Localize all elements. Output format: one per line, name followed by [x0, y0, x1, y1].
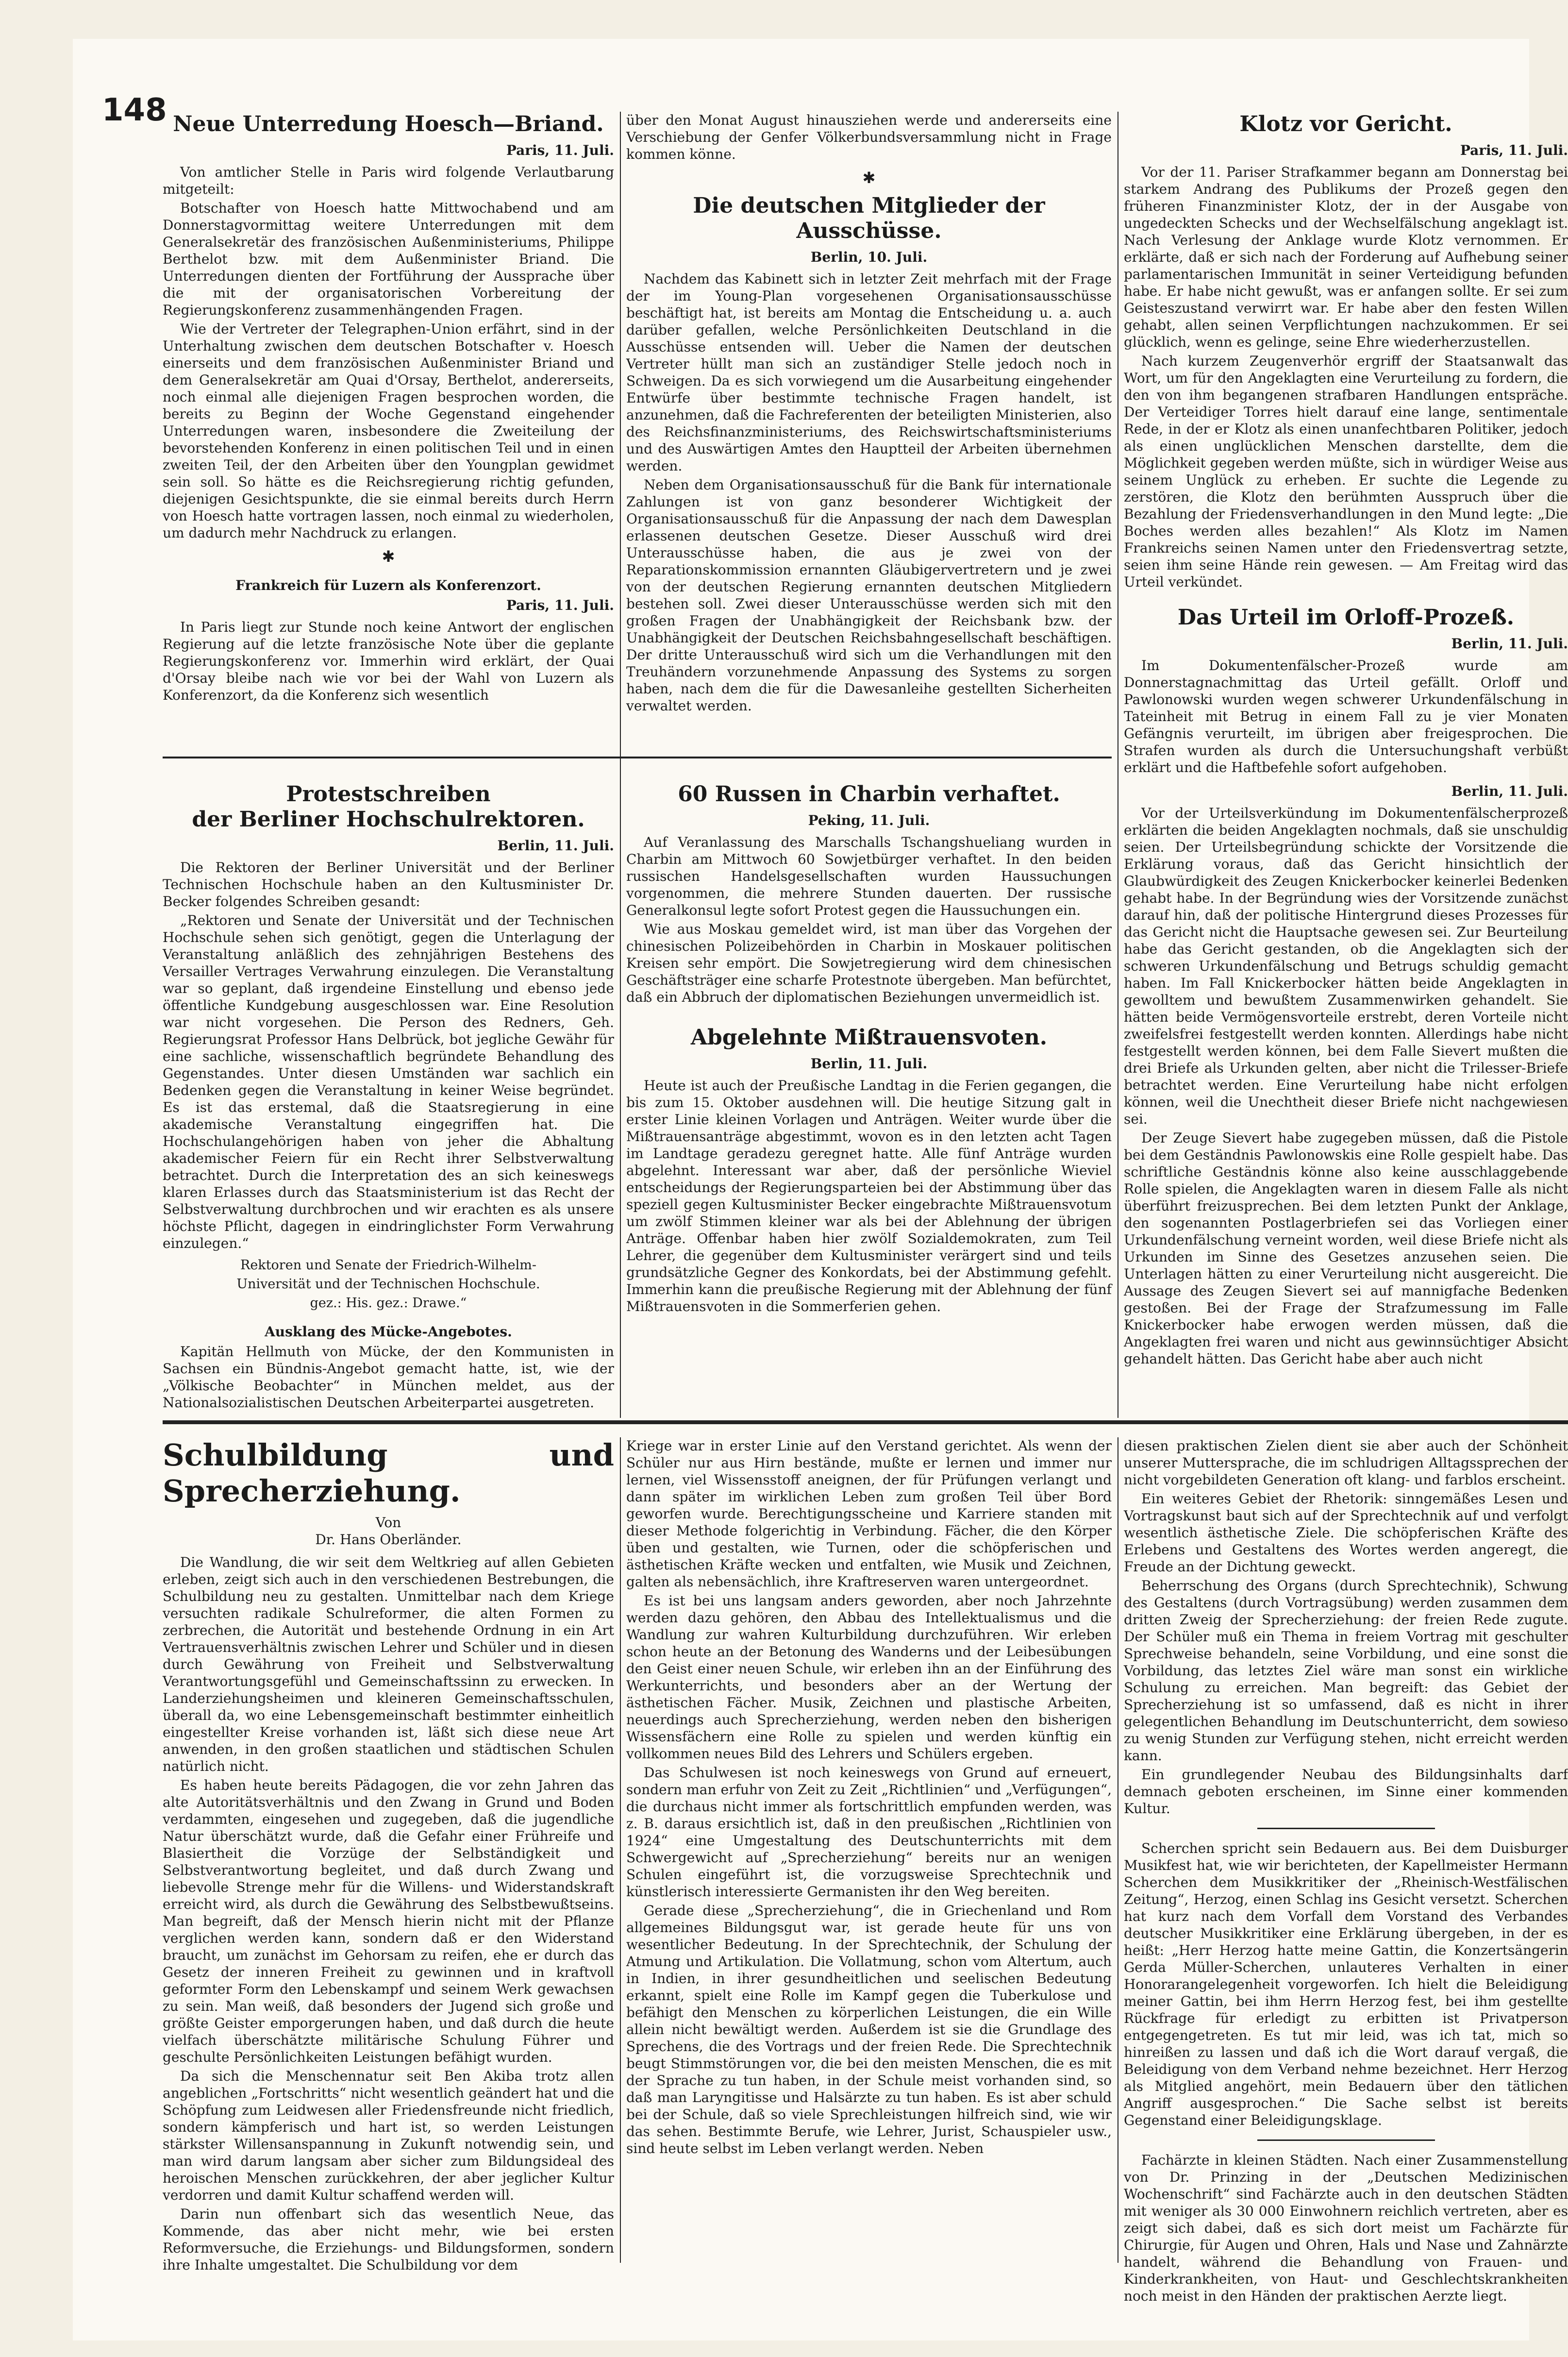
- paragraph-note: Scherchen spricht sein Bedauern aus. Bei dem Duisburger Musikfest hat, wie wir berichteten, der Kapellmeister Hermann Scherchen dem Musikkritiker der „Rheinisch-Westfälischen Zeitung“, Herzog, einen Schlag ins Gesicht versetzt. Scherchen hat kurz nach dem Vorfall dem Vorstand des Verbandes deutscher Musikkritiker eine Erklärung übergeben, in der es heißt: „Herr Herzog hatte meine Gattin, die Konzertsängerin Gerda Müller-Scherchen, unlauteres Verhalten in einer Honorarangelegenheit vorgeworfen. Ich hielt die Beleidigung meiner Gattin, bei ihm Herrn Herzog fest, bei ihm gestellte Rückfrage für erledigt zu erbitten ist Privatperson entgegengetreten. Es tut mir leid, was ich tat, mich so hinreißen zu lassen und daß ich die Wort darauf vergaß, die Beleidigung von dem Verband nehme bezeichnet. Herr Herzog als Mitglied angehört, mein Bedauern über den tätlichen Angriff ausgesprochen.“ Die Sache selbst ist bereits Gegenstand einer Beleidigungsklage.: [1124, 1840, 1568, 2128]
- paragraph: Von amtlicher Stelle in Paris wird folgende Verlautbarung mitgeteilt:: [163, 164, 614, 197]
- column-mid-left: [163, 782, 614, 1418]
- column-bottom-left: [163, 1437, 614, 2273]
- column-top-middle: [626, 112, 1112, 748]
- paragraph-note: Fachärzte in kleinen Städten. Nach einer Zusammenstellung von Dr. Prinzing in der „Deutschen Medizinischen Wochenschrift“ sind Fachärzte auch in den deutschen Städten mit weniger als 30 000 Einwohnern reichlich vertreten, aber es zeigt sich dabei, daß es sich dort meist um Fachärzte für Chirurgie, für Augen und Ohren, Hals und Nase und Zahnärzte handelt, während die Behandlung von Frauen- und Kinderkrankheiten, von Haut- und Geschlechtskrankheiten noch meist in den Händen der praktischen Aerzte liegt.: [1124, 2152, 1568, 2304]
- column-right-upper: [1124, 112, 1568, 1423]
- signature-line: Rektoren und Senate der Friedrich-Wilhelm-: [240, 1258, 536, 1273]
- article-title-ausschuesse: Die deutschen Mitglieder der Ausschüsse.: [693, 193, 1045, 243]
- paragraph-continued: über den Monat August hinausziehen werde und andererseits eine Verschiebung der Genfer Völkerbundsversammlung nicht in Frage kommen könne.: [626, 112, 1112, 162]
- divider: [1257, 2139, 1435, 2141]
- paragraph: Vor der Urteilsverkündung im Dokumentenfälscherprozeß erklärten die beiden Angeklagten nochmals, daß sie unschuldig seien. Der Urteilsbegründung schickte der Vorsitzende die Erklärung voraus, daß das Gericht hinsichtlich der Glaubwürdigkeit des Zeugen Knickerbocker keinerlei Bedenken gehabt habe. In der Begründung wies der Vorsitzende zunächst darauf hin, daß der politische Hintergrund dieses Prozesses für das Gericht nicht die Hauptsache gewesen sei. Zur Beurteilung habe das Gericht gestanden, ob die Angeklagten sich der schweren Urkundenfälschung und Betrugs schuldig gemacht haben. Im Fall Knickerbocker hätten beide Angeklagten in gewolltem und bewußtem Zusammenwirken gehandelt. Sie hätten beide Vermögensvorteile erstrebt, deren Vorteile nicht zweifelsfrei festgestellt werden konnten. Allerdings habe nicht festgestellt werden können, bei dem Falle Sievert mußten die drei Briefe als Urkunden gelten, aber nicht die Trilesser-Briefe betrachtet werden. Eine Verurteilung habe nicht erfolgen können, weil die Unechtheit dieser Briefe nicht nachgewiesen sei.: [1124, 805, 1568, 1127]
- paragraph: Heute ist auch der Preußische Landtag in die Ferien gegangen, die bis zum 15. Oktober ausdehnen will. Die heutige Sitzung galt in erster Linie kleinen Vorlagen und Anträgen. Weiter wurde über die Mißtrauensanträge abgestimmt, wovon es in den letzten acht Tagen im Landtage geradezu geregnet hatte. Alle fünf Anträge wurden abgelehnt. Interessant war aber, daß der persönliche Wieviel entscheidungs der Regierungsparteien bei der Abstimmung über das speziell gegen Kultusminister Becker eingebrachte Mißtrauensvotum um zwölf Stimmen kleiner war als bei der Ablehnung der übrigen Anträge. Offenbar haben hier zwölf Sozialdemokraten, zum Teil Lehrer, die gegenüber dem Kultusminister verärgert sind und teils grundsätzliche Gegner des Konkordats, bei der Abstimmung gefehlt. Immerhin kann die preußische Regierung mit der Ablehnung der fünf Mißtrauensvoten in die Sommerferien gehen.: [626, 1077, 1112, 1314]
- paragraph: Es haben heute bereits Pädagogen, die vor zehn Jahren das alte Autoritätsverhältnis und den Zwang in Grund und Boden verdammten, eingesehen und zugegeben, daß die jugendliche Natur überschätzt wurde, daß die Gefahr einer Frühreife und Blasiertheit die Vorzüge der Selbständigkeit und Selbstverantwortung begleitet, und daß durch Zwang und liebevolle Strenge mehr für die Willens- und Widerstandskraft erreicht wird, als durch die Gewährung des Selbstbewußtseins. Man begreift, daß der Mensch hierin nicht mit der Pflanze verglichen werden kann, sondern daß er den Widerstand braucht, um zunächst im Gehorsam zu reifen, ehe er durch das Gesetz der inneren Freiheit zu gewinnen und in kraftvoll geformter Form den Lebenskampf und seinem Werk gewachsen zu sein. Man weiß, daß besonders der Jugend sich große und größte Geister emporgerungen haben, und daß durch die heute vielfach überschätzte militärische Schulung Führer und geschulte Persönlichkeiten Leistungen befähigt wurden.: [163, 1777, 614, 2065]
- signature-block: [163, 1257, 614, 1312]
- article-title-misstrauensvoten: Abgelehnte Mißtrauensvoten.: [690, 1025, 1048, 1050]
- separator-star: ✱: [382, 547, 395, 566]
- byline-von: Von: [375, 1515, 401, 1531]
- paragraph: Beherrschung des Organs (durch Sprechtechnik), Schwung des Gestaltens (durch Vortragsübung) werden zusammen dem dritten Zweig der Sprecherziehung: der freien Rede zugute. Der Schüler muß ein Thema in freiem Vortrag mit geschulter Sprechweise behandeln, seine Vorbildung, und eine sonst die Vorbildung, das letztes Ziel wäre man sonst ein wirkliche Schulung zu erreichen. Man begreift: das Gebiet der Sprecherziehung ist so umfassend, daß es nicht in ihrer gelegentlichen Behandlung im Deutschunterricht, dem sowieso zu wenig Stunden zur Verfügung stehen, nicht erreicht werden kann.: [1124, 1578, 1568, 1764]
- dateline: Paris, 11. Juli.: [1460, 142, 1568, 158]
- dateline: Berlin, 11. Juli.: [810, 1056, 928, 1072]
- paragraph: Die Wandlung, die wir seit dem Weltkrieg auf allen Gebieten erleben, zeigt sich auch in den verschiedenen Bestrebungen, die Schulbildung neu zu gestalten. Unmittelbar nach dem Kriege versuchten radikale Schulreformer, die alten Formen zu zerbrechen, die Autorität und bestehende Ordnung in ein Art Vertrauensverhältnis zwischen Lehrer und Schüler und in diesen durch Gewährung von Freiheit und Selbstverwaltung Verantwortungsgefühl und Gemeinschaftssinn zu erwecken. In Landerziehungsheimen und kleineren Gemeinschaftsschulen, überall da, wo eine Lebensgemeinschaft bestimmter einheitlich eingestellter Kreise vorhanden ist, läßt sich diese neue Art anwenden, in den großen staatlichen und städtischen Schulen natürlich nicht.: [163, 1554, 614, 1774]
- paragraph: Auf Veranlassung des Marschalls Tschangshueliang wurden in Charbin am Mittwoch 60 Sowjetbürger verhaftet. In den beiden russischen Handelsgesellschaften wurden Haussuchungen vorgenommen, die mehrere Stunden dauerten. Der russische Generalkonsul legte sofort Protest gegen die Haussuchungen ein.: [626, 834, 1112, 918]
- paragraph: Der Zeuge Sievert habe zugegeben müssen, daß die Pistole bei dem Geständnis Pawlonowskis eine Rolle gespielt habe. Das schriftliche Geständnis könne also keine ausschlaggebende Rolle spielen, die Angeklagten waren in diesem Falle als nicht überführt freizusprechen. Bei dem letzten Punkt der Anklage, den sogenannten Postlagerbriefen sei das Vorliegen einer Urkundenfälschung verneint worden, weil diese Briefe nicht als Urkunden im Sinne des Gesetzes anzusehen seien. Die Unterlagen hätten zu einer Verurteilung nicht ausgereicht. Die Aussage des Zeugen Sievert sei auf mannigfache Bedenken gestoßen. Bei der Frage der Strafzumessung im Falle Knickerbocker habe erwogen werden müssen, daß die Angeklagten frei waren und nicht aus gewinnsüchtiger Absicht gehandelt hätten. Das Gericht habe aber auch nicht: [1124, 1130, 1568, 1367]
- paragraph: Nachdem das Kabinett sich in letzter Zeit mehrfach mit der Frage der im Young-Plan vorgesehenen Organisationsausschüsse beschäftigt hat, ist bereits am Montag die Entscheidung u. a. auch darüber gefallen, welche Persönlichkeiten Deutschland in die Ausschüsse entsenden will. Ueber die Namen der deutschen Vertreter hüllt man sich an zuständiger Stelle jedoch noch in Schweigen. Da es sich vorwiegend um die Ausarbeitung eingehender Entwürfe über bestimmte technische Fragen handelt, ist anzunehmen, daß die Fachreferenten der beteiligten Ministerien, also des Reichsfinanzministeriums, des Reichswirtschaftsministeriums und des Auswärtigen Amtes den Hauptteil der Arbeiten übernehmen werden.: [626, 271, 1112, 474]
- column-top-left: [163, 112, 614, 753]
- section-divider-thick: [163, 1420, 1568, 1424]
- dateline: Berlin, 10. Juli.: [810, 249, 928, 265]
- paragraph: Wie der Vertreter der Telegraphen-Union erfährt, sind in der Unterhaltung zwischen dem deutschen Botschafter v. Hoesch einerseits und dem französischen Außenminister Briand und dem Generalsekretär am Quai d'Orsay, Berthelot, andererseits, noch einmal alle diejenigen Fragen besprochen worden, die bereits zu Beginn der Woche Gegenstand eingehender Unterredungen waren, insbesondere die Zweiteilung der bevorstehenden Konferenz in einen politischen Teil und in einen zweiten Teil, der den Arbeiten über den Youngplan gewidmet sein soll. So hätte es die Reichsregierung richtig gefunden, diejenigen Gesichtspunkte, die sie einmal bereits durch Herrn von Hoesch hatte vortragen lassen, noch einmal zu wiederholen, um dadurch mehr Nachdruck zu erlangen.: [163, 321, 614, 541]
- section-divider: [163, 757, 1112, 758]
- column-mid-middle: [626, 782, 1112, 1418]
- paragraph: Die Rektoren der Berliner Universität und der Berliner Technischen Hochschule haben an den Kultusminister Dr. Becker folgendes Schreiben gesandt:: [163, 859, 614, 909]
- page-number: 148: [102, 92, 167, 128]
- article-title-klotz: Klotz vor Gericht.: [1239, 112, 1452, 136]
- paragraph: Darin nun offenbart sich das wesentlich Neue, das Kommende, das aber nicht mehr, wie bei ersten Reformversuche, die Erziehungs- und Bildungsformen, sondern ihre Inhalte umgestaltet. Die Schulbildung vor dem: [163, 2206, 614, 2273]
- paragraph: Ein grundlegender Neubau des Bildungsinhalts darf demnach geboten erscheinen, im Sinne einer kommenden Kultur.: [1124, 1767, 1568, 1817]
- paragraph: Vor der 11. Pariser Strafkammer begann am Donnerstag bei starkem Andrang des Publikums der Prozeß gegen den früheren Finanzminister Klotz, der in der Ausgabe von ungedeckten Schecks und der Wechselfälschung angeklagt ist. Nach Verlesung der Anklage wurde Klotz vernommen. Er erklärte, daß er sich nach der Forderung auf Aufhebung seiner parlamentarischen Immunität in seiner Verteidigung befunden habe. Er habe nicht gewußt, was er anfangen sollte. Er sei zum Geisteszustand verwirrt war. Er habe aber den festen Willen gehabt, allen seinen Verpflichtungen nachzukommen. Er sei glücklich, wenn es gelinge, seine Ehre wiederherzustellen.: [1124, 164, 1568, 350]
- byline-author: Dr. Hans Oberländer.: [315, 1532, 462, 1548]
- signature-line: gez.: His. gez.: Drawe.“: [310, 1296, 467, 1311]
- paragraph: Wie aus Moskau gemeldet wird, ist man über das Vorgehen der chinesischen Polizeibehörden in Charbin in Moskauer politischen Kreisen sehr empört. Die Sowjetregierung wird dem chinesischen Geschäftsträger eine scharfe Protestnote übergeben. Man befürchtet, daß ein Abbruch der diplomatischen Beziehungen unvermeidlich ist.: [626, 921, 1112, 1005]
- article-title-schulbildung: Schulbildung und Sprecherziehung.: [163, 1437, 614, 1509]
- column-bottom-right: [1124, 1437, 1568, 2304]
- paragraph: Kriege war in erster Linie auf den Verstand gerichtet. Als wenn der Schüler nur aus Hirn bestände, mußte er lernen und immer nur lernen, viel Wissensstoff aneignen, der für Prüfungen verlangt und dann später im wirklichen Leben zum großen Teil über Bord geworfen wurde. Berechtigungsscheine und Karriere standen mit dieser Methode folgerichtig in Verbindung. Fächer, die den Körper üben und gestalten, wie Turnen, oder die schöpferischen und ästhetischen Kräfte wecken und entfalten, wie Musik und Zeichnen, galten als nebensächlich, ihre Kraftreserven waren untergeordnet.: [626, 1438, 1112, 1590]
- newspaper-page: [73, 39, 1568, 2340]
- column-bottom-middle: [626, 1437, 1112, 2263]
- dateline: Berlin, 11. Juli.: [1451, 783, 1568, 799]
- subheading-muecke: Ausklang des Mücke-Angebotes.: [265, 1324, 512, 1340]
- paragraph: Ein weiteres Gebiet der Rhetorik: sinngemäßes Lesen und Vortragskunst baut sich auf der Sprechtechnik auf und verfolgt wesentlich ästhetische Ziele. Die schöpferischen Kräfte des Erlebens und Gestaltens des Wortes werden angeregt, die Freude an der Dichtung geweckt.: [1124, 1491, 1568, 1575]
- dateline: Peking, 11. Juli.: [808, 812, 930, 828]
- paragraph: Nach kurzem Zeugenverhör ergriff der Staatsanwalt das Wort, um für den Angeklagten eine Verurteilung zu fordern, die den von ihm begangenen strafbaren Handlungen entspräche. Der Verteidiger Torres hielt darauf eine lange, sentimentale Rede, in der er Klotz als einen unanfechtbaren Politiker, jedoch als einen unglücklichen Menschen darstellte, dem die Möglichkeit gegeben werden müßte, sich in würdiger Weise aus seinem Unglück zu erheben. Er suchte die Legende zu zerstören, die Klotz den berühmten Ausspruch über die Bezahlung der Friedensverhandlungen in den Mund legte: „Die Boches werden alles bezahlen!“ Als Klotz im Namen Frankreichs seinen Namen unter den Friedensvertrag setzte, seien ihm seine Hände rein gewesen. — Am Freitag wird das Urteil verkündet.: [1124, 353, 1568, 590]
- paragraph: „Rektoren und Senate der Universität und der Technischen Hochschule sehen sich genötigt, gegen die Unterlagung der Veranstaltung anläßlich des zehnjährigen Bestehens des Versailler Vertrages Verwahrung einzulegen. Die Veranstaltung war so geplant, daß irgendeine Einstellung und ebenso jede öffentliche Kundgebung ausgeschlossen war. Eine Resolution war nicht vorgesehen. Die Person des Redners, Geh. Regierungsrat Professor Hans Delbrück, bot jegliche Gewähr für eine sachliche, wissenschaftlich begründete Behandlung des Gegenstandes. Unter diesen Umständen war sachlich ein Bedenken gegen die Veranstaltung in keiner Weise begründet. Es ist das erstemal, daß die Staatsregierung in eine akademische Veranstaltung eingegriffen hat. Die Hochschulangehörigen haben von jeher die Abhaltung akademischer Feiern für ein Recht ihrer Selbstverwaltung betrachtet. Durch die Interpretation des an sich keineswegs klaren Erlasses durch das Staatsministerium ist das Recht der Selbstverwaltung durchbrochen und wir erachten es als unsere höchste Pflicht, dagegen in eindringlichster Form Verwahrung einzulegen.“: [163, 912, 614, 1251]
- paragraph: Das Schulwesen ist noch keineswegs von Grund auf erneuert, sondern man erfuhr von Zeit zu Zeit „Richtlinien“ und „Verfügungen“, die durchaus nicht immer als fortschrittlich empfunden werden, was z. B. daraus ersichtlich ist, daß in den preußischen „Richtlinien von 1924“ eine Umgestaltung des Deutschunterrichts mit dem Schwergewicht auf „Sprecherziehung“ bereits nur an wenigen Schulen eingeführt ist, die vorzugsweise Sprechtechnik und künstlerisch interessierte Germanisten ihr den Weg bereiten.: [626, 1765, 1112, 1900]
- column-rule: [620, 112, 621, 1418]
- dateline: Berlin, 11. Juli.: [497, 838, 614, 854]
- dateline: Paris, 11. Juli.: [506, 142, 614, 158]
- divider: [1257, 1828, 1435, 1829]
- paragraph: Botschafter von Hoesch hatte Mittwochabend und am Donnerstagvormittag weitere Unterredungen mit dem Generalsekretär des französischen Außenministeriums, Philippe Berthelot bzw. mit dem Außenminister Briand. Die Unterredungen dienten der Fortführung der Aussprache über die mit der organisatorischen Vorbereitung der Regierungskonferenz zusammenhängenden Fragen.: [163, 200, 614, 318]
- article-title-protest-line1: Protestschreiben: [286, 782, 491, 807]
- subheading-luzern: Frankreich für Luzern als Konferenzort.: [235, 577, 541, 593]
- paragraph: diesen praktischen Zielen dient sie aber auch der Schönheit unserer Muttersprache, die im schludrigen Alltagssprechen der nicht vorgebildeten Generation oft klang- und farblos erscheint.: [1124, 1438, 1568, 1488]
- article-title-hoesch-briand: Neue Unterredung Hoesch—Briand.: [173, 112, 604, 136]
- article-title-protest-line2: der Berliner Hochschulrektoren.: [192, 807, 585, 832]
- dateline: Paris, 11. Juli.: [506, 597, 614, 613]
- paragraph: Es ist bei uns langsam anders geworden, aber noch Jahrzehnte werden dazu gehören, den Abbau des Intellektualismus und die Wandlung zur wahren Kulturbildung durchzuführen. Wir erleben schon heute an der Betonung des Wanderns und der Leibesübungen den Geist einer neuen Schule, wir erleben ihn an der Einführung des Werkunterrichts, und besonders aber an der Wertung der ästhetischen Fächer. Musik, Zeichnen und plastische Arbeiten, neuerdings auch Sprecherziehung, werden neben den bisherigen Wissensfächern eine Rolle zu spielen und werden künftig ein vollkommen neues Bild des Lehrers und Schülers ergeben.: [626, 1593, 1112, 1762]
- paragraph: Kapitän Hellmuth von Mücke, der den Kommunisten in Sachsen ein Bündnis-Angebot gemacht hatte, ist, wie der „Völkische Beobachter“ in München meldet, aus der Nationalsozialistischen Deutschen Arbeiterpartei ausgetreten.: [163, 1344, 614, 1411]
- article-title-orloff: Das Urteil im Orloff-Prozeß.: [1177, 605, 1515, 630]
- column-rule: [620, 1437, 621, 2263]
- signature-line: Universität und der Technischen Hochschule.: [236, 1277, 540, 1292]
- article-title-charbin: 60 Russen in Charbin verhaftet.: [678, 782, 1060, 807]
- dateline: Berlin, 11. Juli.: [1451, 636, 1568, 652]
- paragraph: Gerade diese „Sprecherziehung“, die in Griechenland und Rom allgemeines Bildungsgut war, ist gerade heute für uns von wesentlicher Bedeutung. In der Sprechtechnik, der Schulung der Atmung und Artikulation. Die Vollatmung, schon vom Altertum, auch in Indien, in ihrer gesundheitlichen und seelischen Bedeutung erkannt, spielt eine Rolle im Kampf gegen die Tuberkulose und befähigt den Menschen zu körperlichen Leistungen, die ein Wille allein nicht bewältigt werden. Außerdem ist sie die Grundlage des Sprechens, die des Vortrags und der freien Rede. Die Sprechtechnik beugt Stimmstörungen vor, die bei den meisten Menschen, die es mit der Sprache zu tun haben, in der Schule meist vorhanden sind, so daß man Laryngitisse und Halsärzte zu tun haben. Es ist aber schuld bei der Schule, daß so viele Sprechleistungen hilfreich sind, wie wir das sehen. Bestimmte Berufe, wie Lehrer, Jurist, Schauspieler usw., sind heute selbst im Leben verlangt werden. Neben: [626, 1902, 1112, 2156]
- separator-star: ✱: [862, 168, 876, 187]
- paragraph: In Paris liegt zur Stunde noch keine Antwort der englischen Regierung auf die letzte französische Note über die geplante Regierungskonferenz vor. Immerhin wird erklärt, der Quai d'Orsay bleibe nach wie vor bei der Wahl von Luzern als Konferenzort, da die Konferenz sich wesentlich: [163, 619, 614, 703]
- paragraph: Neben dem Organisationsausschuß für die Bank für internationale Zahlungen ist von ganz besonderer Wichtigkeit der Organisationsausschuß für die Anpassung der nach dem Dawesplan erlassenen deutschen Gesetze. Dieser Ausschuß wird drei Unterausschüsse haben, die aus je zwei von der Reparationskommission ernannten Gläubigervertretern und je zwei von der deutschen Regierung ernannten deutschen Mitgliedern bestehen soll. Zwei dieser Unterausschüsse werden sich mit den großen Fragen der Unabhängigkeit der Reichsbank bzw. der Unabhängigkeit der Deutschen Reichsbahngesellschaft beschäftigen. Der dritte Unterausschuß wird sich um die Verhandlungen mit den Treuhändern vorzunehmende Anpassung des Systems zu sorgen haben, nach dem die für die Dawesanleihe gestellten Sicherheiten verwaltet werden.: [626, 477, 1112, 714]
- paragraph: Da sich die Menschennatur seit Ben Akiba trotz allen angeblichen „Fortschritts“ nicht wesentlich geändert hat und die Schöpfung zum Leidwesen aller Friedensfreunde nicht friedlich, sondern kämpferisch und hart ist, so werden Leistungen stärkster Willensanspannung in Zukunft notwendig sein, und man wird darum langsam aber sicher zum Bildungsideal des heroischen Menschen zurückkehren, der aber jeglicher Kultur verdorren und damit Kultur schaffend werden will.: [163, 2068, 614, 2203]
- paragraph: Im Dokumentenfälscher-Prozeß wurde am Donnerstagnachmittag das Urteil gefällt. Orloff und Pawlonowski wurden wegen schwerer Urkundenfälschung in Tateinheit mit Betrug in einem Fall zu je vier Monaten Gefängnis verurteilt, im übrigen aber freigesprochen. Die Strafen wurden als durch die Untersuchungshaft verbüßt erklärt und die Haftbefehle sofort aufgehoben.: [1124, 657, 1568, 775]
